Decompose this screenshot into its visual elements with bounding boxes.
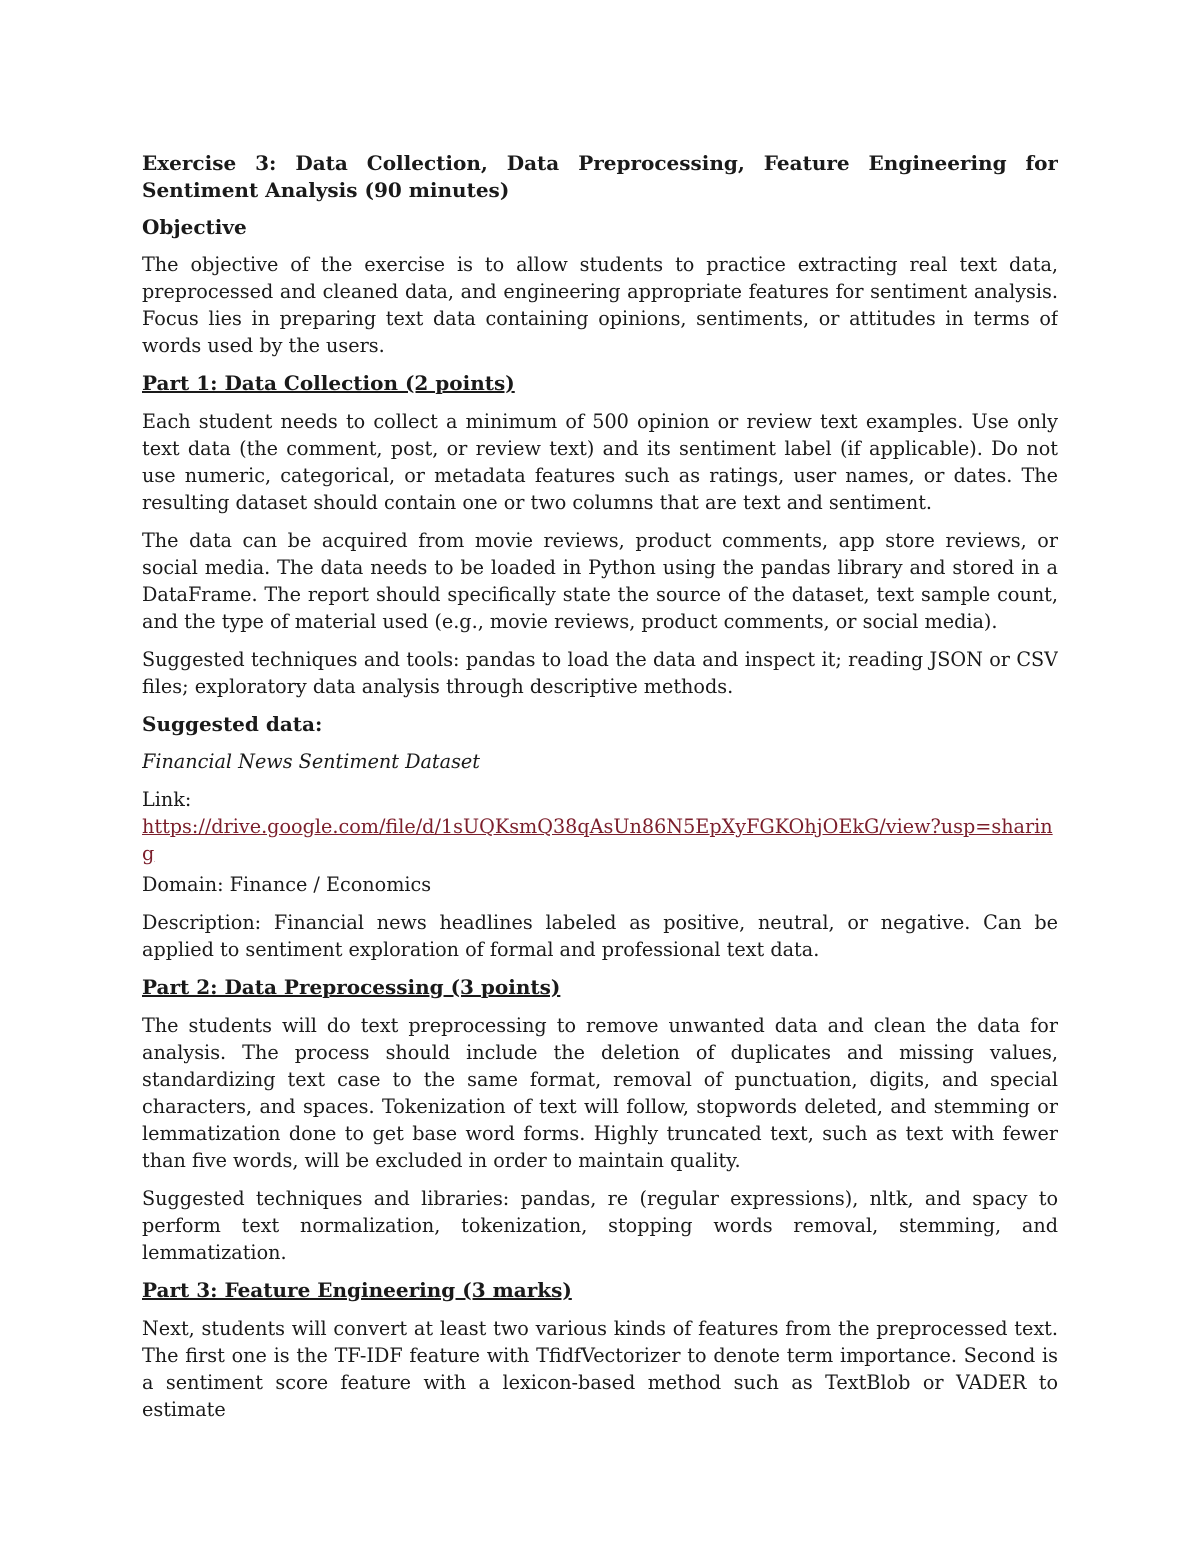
part1-paragraph: Each student needs to collect a minimum of 500 opinion or review text examples. Use only text data (the comment, post, or review text) and its sentiment label (if applicable). Do not use numeric, categorical, or metadata features such as ratings, user names, or dates. The resulting dataset should contain one or two columns that are text and sentiment. (142, 410, 1058, 514)
exercise-title: Exercise 3: Data Collection, Data Preprocessing, Feature Engineering for Sentiment Analysis (90 minutes) (142, 151, 1058, 202)
dataset-domain: Domain: Finance / Economics (142, 873, 432, 896)
dataset-link[interactable]: https://drive.google.com/file/d/1sUQKsmQ38qAsUn86N5EpXyFGKOhjOEkG/view?usp=sharing (142, 815, 1053, 865)
part2-paragraph: Suggested techniques and libraries: pandas, re (regular expressions), nltk, and spacy to perform text normalization, tokenization, stopping words removal, stemming, and lemmatization. (142, 1187, 1058, 1264)
objective-text: The objective of the exercise is to allow students to practice extracting real text data, preprocessed and cleaned data, and engineering appropriate features for sentiment analysis. Focus lies in preparing text data containing opinions, sentiments, or attitudes in terms of words used by the users. (142, 253, 1058, 357)
part3-paragraph: Next, students will convert at least two various kinds of features from the preprocessed text. The first one is the TF-IDF feature with TfidfVectorizer to denote term importance. Second is a sentiment score feature with a lexicon-based method such as TextBlob or VADER to estimate (142, 1317, 1058, 1421)
part1-paragraph: The data can be acquired from movie reviews, product comments, app store reviews, or social media. The data needs to be loaded in Python using the pandas library and stored in a DataFrame. The report should specifically state the source of the dataset, text sample count, and the type of material used (e.g., movie reviews, product comments, or social media). (142, 529, 1058, 633)
dataset-description: Description: Financial news headlines labeled as positive, neutral, or negative. Can be applied to sentiment exploration of formal and professional text data. (142, 911, 1058, 961)
link-label: Link: (142, 788, 192, 811)
dataset-name: Financial News Sentiment Dataset (142, 750, 480, 773)
part2-paragraph: The students will do text preprocessing to remove unwanted data and clean the data for analysis. The process should include the deletion of duplicates and missing values, standardizing text case to the same format, removal of punctuation, digits, and special characters, and spaces. Tokenization of text will follow, stopwords deleted, and stemming or lemmatization done to get base word forms. Highly truncated text, such as text with fewer than five words, will be excluded in order to maintain quality. (142, 1014, 1058, 1172)
dataset-link-block (142, 786, 1058, 867)
part1-paragraph: Suggested techniques and tools: pandas to load the data and inspect it; reading JSON or CSV files; exploratory data analysis through descriptive methods. (142, 648, 1058, 698)
suggested-data-heading: Suggested data: (142, 712, 323, 736)
part1-heading: Part 1: Data Collection (2 points) (142, 371, 515, 395)
part3-heading: Part 3: Feature Engineering (3 marks) (142, 1278, 572, 1302)
objective-heading: Objective (142, 215, 247, 239)
document-page (142, 150, 1058, 1553)
part2-heading: Part 2: Data Preprocessing (3 points) (142, 975, 561, 999)
